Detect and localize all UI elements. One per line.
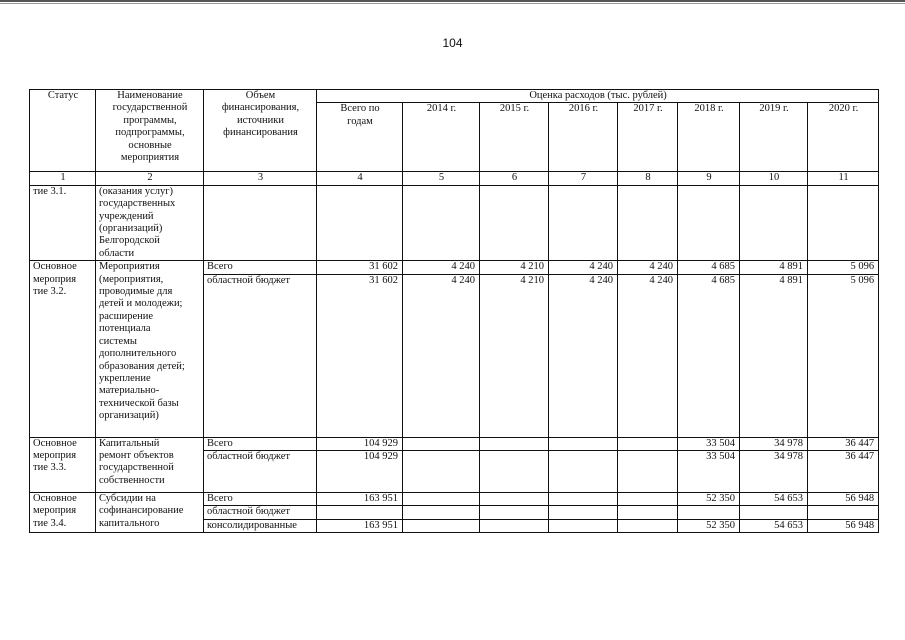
empty-cell bbox=[740, 185, 808, 260]
value-2018: 52 350 bbox=[678, 493, 740, 506]
value-2014 bbox=[403, 493, 480, 506]
value-2016: 4 240 bbox=[549, 261, 618, 274]
value-2018: 4 685 bbox=[678, 274, 740, 437]
col-number: 3 bbox=[204, 172, 317, 185]
top-rule bbox=[0, 0, 905, 4]
value-2016 bbox=[549, 519, 618, 532]
value-2020: 36 447 bbox=[808, 451, 879, 493]
header-year-2016: 2016 г. bbox=[549, 103, 618, 172]
expenditure-table bbox=[29, 89, 879, 533]
value-total: 31 602 bbox=[317, 261, 403, 274]
value-2018: 52 350 bbox=[678, 519, 740, 532]
value-2014: 4 240 bbox=[403, 274, 480, 437]
value-2018: 33 504 bbox=[678, 451, 740, 493]
value-2014 bbox=[403, 437, 480, 450]
value-total bbox=[317, 506, 403, 519]
value-2017 bbox=[618, 506, 678, 519]
value-2017 bbox=[618, 451, 678, 493]
value-2014 bbox=[403, 506, 480, 519]
header-year-2018: 2018 г. bbox=[678, 103, 740, 172]
header-year-2015: 2015 г. bbox=[480, 103, 549, 172]
value-2016 bbox=[549, 451, 618, 493]
table-row-3-3 bbox=[30, 437, 879, 450]
header-estimate: Оценка расходов (тыс. рублей) bbox=[317, 90, 879, 103]
empty-cell bbox=[549, 185, 618, 260]
row-name: Мероприятия (мероприятия, проводимые для детей и молодежи; расширение потенциала системы дополнительного образования детей; укрепление материально- технической базы организаций) bbox=[96, 261, 204, 437]
source-label: Всего bbox=[204, 437, 317, 450]
col-number: 8 bbox=[618, 172, 678, 185]
empty-cell bbox=[808, 185, 879, 260]
value-2020: 36 447 bbox=[808, 437, 879, 450]
col-number: 2 bbox=[96, 172, 204, 185]
value-2020: 56 948 bbox=[808, 519, 879, 532]
value-2019: 4 891 bbox=[740, 261, 808, 274]
page-number: 104 bbox=[442, 36, 463, 50]
table-row-3-2 bbox=[30, 261, 879, 274]
column-numbers-row bbox=[30, 172, 879, 185]
source-label: областной бюджет bbox=[204, 451, 317, 493]
table-row-3-4 bbox=[30, 493, 879, 506]
col-number: 10 bbox=[740, 172, 808, 185]
value-2016: 4 240 bbox=[549, 274, 618, 437]
value-2015: 4 210 bbox=[480, 261, 549, 274]
value-total: 104 929 bbox=[317, 451, 403, 493]
value-2015 bbox=[480, 493, 549, 506]
value-2014 bbox=[403, 519, 480, 532]
value-total: 163 951 bbox=[317, 519, 403, 532]
value-2015: 4 210 bbox=[480, 274, 549, 437]
value-2015 bbox=[480, 451, 549, 493]
source-label: областной бюджет bbox=[204, 506, 317, 519]
source-label: областной бюджет bbox=[204, 274, 317, 437]
value-2017 bbox=[618, 493, 678, 506]
value-2020: 5 096 bbox=[808, 261, 879, 274]
row-name: (оказания услуг) государственных учреждений (организаций) Белгородской области bbox=[96, 185, 204, 260]
empty-cell bbox=[618, 185, 678, 260]
row-status: Основное мероприя тие 3.4. bbox=[30, 493, 96, 533]
header-year-2017: 2017 г. bbox=[618, 103, 678, 172]
value-2015 bbox=[480, 506, 549, 519]
value-total: 104 929 bbox=[317, 437, 403, 450]
empty-cell bbox=[403, 185, 480, 260]
col-number: 4 bbox=[317, 172, 403, 185]
header-year-2019: 2019 г. bbox=[740, 103, 808, 172]
value-2016 bbox=[549, 437, 618, 450]
header-total: Всего по годам bbox=[317, 103, 403, 172]
header-row bbox=[30, 90, 879, 103]
empty-cell bbox=[480, 185, 549, 260]
source-label: Всего bbox=[204, 493, 317, 506]
value-2014: 4 240 bbox=[403, 261, 480, 274]
row-name: Капитальный ремонт объектов государственной собственности bbox=[96, 437, 204, 492]
value-2019: 54 653 bbox=[740, 493, 808, 506]
header-year-2014: 2014 г. bbox=[403, 103, 480, 172]
row-status: Основное мероприя тие 3.2. bbox=[30, 261, 96, 437]
value-2017: 4 240 bbox=[618, 261, 678, 274]
value-2020: 56 948 bbox=[808, 493, 879, 506]
value-2019: 34 978 bbox=[740, 437, 808, 450]
empty-cell bbox=[204, 185, 317, 260]
col-number: 5 bbox=[403, 172, 480, 185]
row-status: тие 3.1. bbox=[30, 185, 96, 260]
value-2020 bbox=[808, 506, 879, 519]
value-2019 bbox=[740, 506, 808, 519]
value-total: 163 951 bbox=[317, 493, 403, 506]
value-2019: 4 891 bbox=[740, 274, 808, 437]
col-number: 6 bbox=[480, 172, 549, 185]
value-2016 bbox=[549, 506, 618, 519]
header-year-2020: 2020 г. bbox=[808, 103, 879, 172]
value-2019: 34 978 bbox=[740, 451, 808, 493]
value-2014 bbox=[403, 451, 480, 493]
col-number: 9 bbox=[678, 172, 740, 185]
source-label: консолидированные bbox=[204, 519, 317, 532]
header-volume: Объем финансирования, источники финансирования bbox=[204, 90, 317, 172]
empty-cell bbox=[678, 185, 740, 260]
col-number: 1 bbox=[30, 172, 96, 185]
value-2018: 4 685 bbox=[678, 261, 740, 274]
value-2018: 33 504 bbox=[678, 437, 740, 450]
source-label: Всего bbox=[204, 261, 317, 274]
value-2017 bbox=[618, 437, 678, 450]
value-2019: 54 653 bbox=[740, 519, 808, 532]
value-total: 31 602 bbox=[317, 274, 403, 437]
value-2017 bbox=[618, 519, 678, 532]
value-2020: 5 096 bbox=[808, 274, 879, 437]
value-2016 bbox=[549, 493, 618, 506]
table-row-3-1 bbox=[30, 185, 879, 260]
col-number: 11 bbox=[808, 172, 879, 185]
col-number: 7 bbox=[549, 172, 618, 185]
value-2015 bbox=[480, 519, 549, 532]
value-2017: 4 240 bbox=[618, 274, 678, 437]
header-status: Статус bbox=[30, 90, 96, 172]
row-status: Основное мероприя тие 3.3. bbox=[30, 437, 96, 492]
header-name: Наименование государственной программы, подпрограммы, основные мероприятия bbox=[96, 90, 204, 172]
value-2015 bbox=[480, 437, 549, 450]
empty-cell bbox=[317, 185, 403, 260]
row-name: Субсидии на софинансирование капитального bbox=[96, 493, 204, 533]
value-2018 bbox=[678, 506, 740, 519]
